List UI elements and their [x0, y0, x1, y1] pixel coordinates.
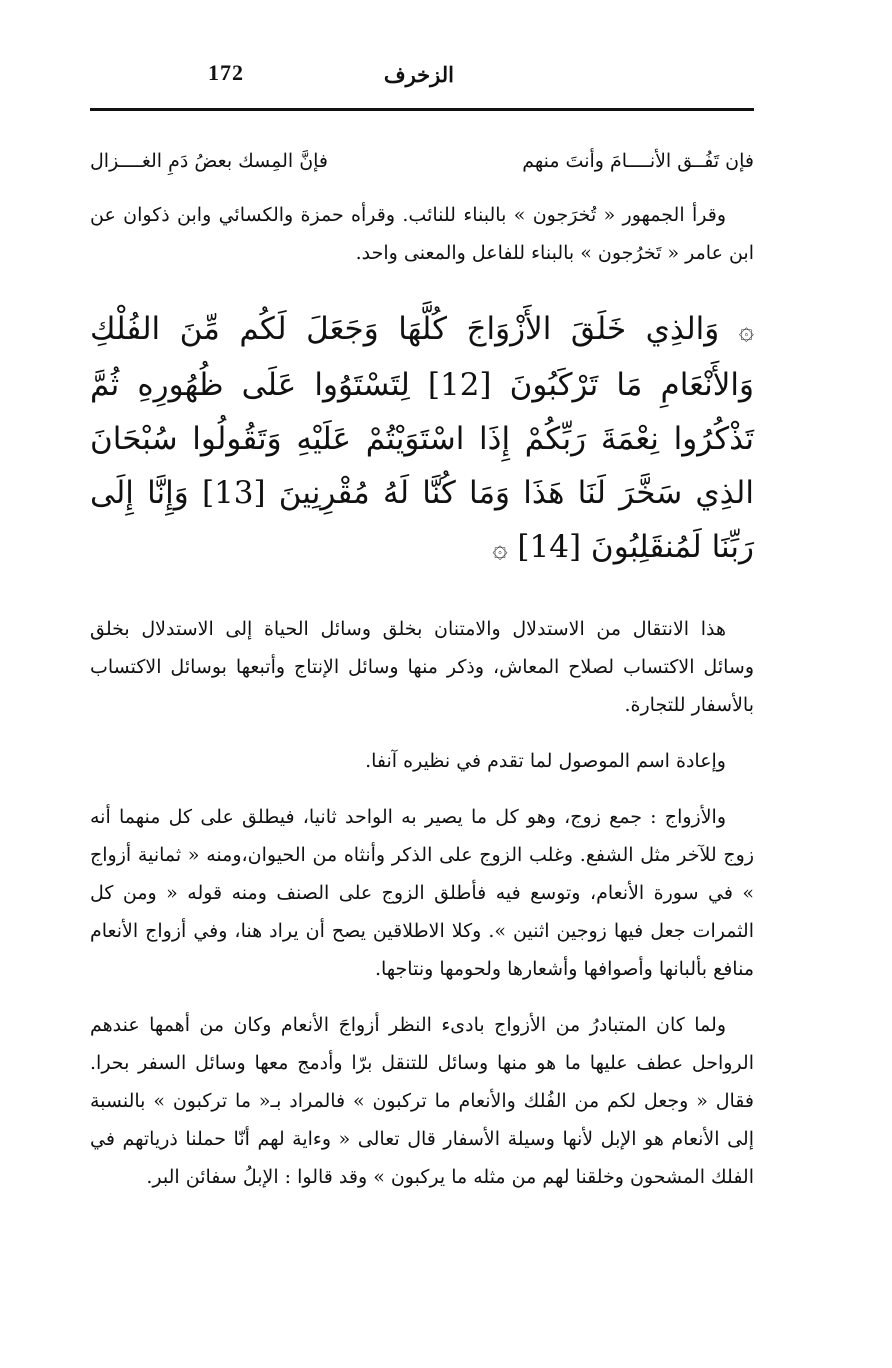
- paragraph-readings: وقرأ الجمهور « تُخرَجون » بالبناء للنائب. وقرأه حمزة والكسائي وابن ذكوان عن ابن عامر « تَخرُجون » بالبناء للفاعل والمعنى واحد.: [90, 204, 754, 264]
- quran-verse: [90, 302, 754, 576]
- surah-title: الزخرف: [383, 62, 454, 87]
- page-number: 172: [208, 60, 244, 85]
- paragraph-relative-noun: وإعادة اسم الموصول لما تقدم في نظيره آنفا.: [365, 750, 726, 772]
- poem-hemistich-1: فإن تَفُــق الأنــــامَ وأنتَ منهم: [522, 150, 754, 172]
- paragraph-camels: ولما كان المتبادرُ من الأزواج بادىء النظر أزواجَ الأنعام وكان من أهمها عندهم الرواحل عطف عليها ما هو منها وسائل للتنقل برّا وأدمج معها وسائل السفر بحرا. فقال « وجعل لكم من الفُلك والأنعام ما تركبون » فالمراد بـ« ما تركبون » بالنسبة إلى الأنعام هو الإبل لأنها وسيلة الأسفار قال تعالى « وءاية لهم أنّا حملنا ذرياتهم في الفلك المشحون وخلقنا لهم من مثله ما يركبون » وقد قالوا : الإبلُ سفائن البر.: [90, 1014, 754, 1188]
- verse-text: وَالذِي خَلَقَ الأَزْوَاجَ كُلَّهَا وَجَعَلَ لَكُم مِّنَ الفُلْكِ وَالأَنْعَامِ مَا تَرْكَبُونَ [12] لِتَسْتَوُوا عَلَى ظُهُورِهِ ثُمَّ تَذْكُرُوا نِعْمَةَ رَبِّكُمْ إِذَا اسْتَوَيْتُمْ عَلَيْهِ وَتَقُولُوا سُبْحَانَ الذِي سَخَّرَ لَنَا هَذَا وَمَا كُنَّا لَهُ مُقْرِنِينَ [13] وَإِنَّا إِلَى رَبِّنَا لَمُنقَلِبُونَ [14]: [90, 311, 754, 565]
- paragraph-azwaj: والأزواج : جمع زوج، وهو كل ما يصير به الواحد ثانيا، فيطلق على كل منهما أنه زوج للآخر مثل الشفع. وغلب الزوج على الذكر وأنثاه من الحيوان،ومنه « ثمانية أزواج » في سورة الأنعام، وتوسع فيه فأطلق الزوج على الصنف ومنه قوله « ومن كل الثمرات جعل فيها زوجين اثنين ». وكلا الاطلاقين يصح أن يراد هنا، وفي أزواج الأنعام منافع بألبانها وأصوافها وأشعارها ولحومها ونتاجها.: [90, 806, 754, 980]
- verse-open-ornament: ۞: [738, 316, 754, 346]
- page-header: [90, 60, 754, 100]
- header-rule: [90, 108, 754, 111]
- poem-hemistich-2: فإنَّ المِسك بعضُ دَمِ الغــــزال: [90, 150, 329, 172]
- poem-verse: [90, 142, 754, 180]
- verse-close-ornament: ۞: [492, 534, 508, 564]
- paragraph-intro: هذا الانتقال من الاستدلال والامتنان بخلق وسائل الحياة إلى الاستدلال بخلق وسائل الاكتساب لصلاح المعاش، وذكر منها وسائل الإنتاج وأتبعها بوسائل الاكتساب بالأسفار للتجارة.: [90, 618, 754, 716]
- page-body: [90, 142, 754, 1196]
